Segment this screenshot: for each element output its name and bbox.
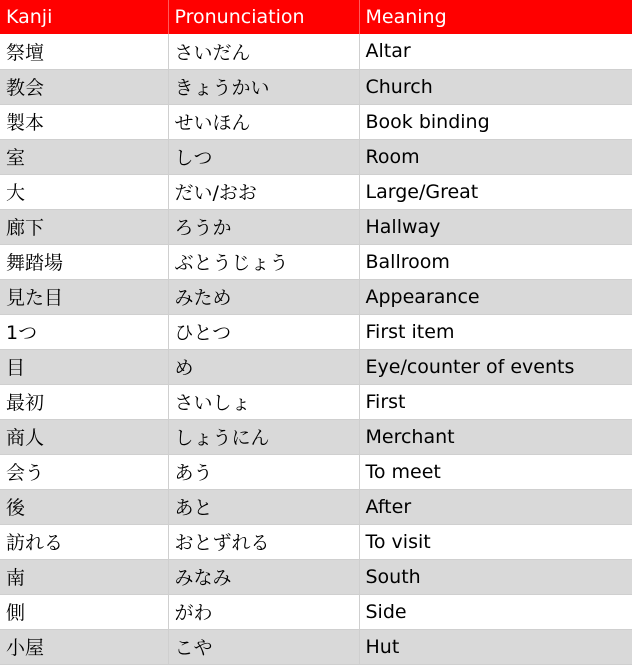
pronunciation-cell: しょうにん: [168, 419, 359, 454]
table-row: [0, 594, 632, 629]
pronunciation-cell: こや: [168, 629, 359, 664]
table-row: [0, 104, 632, 139]
meaning-cell: Room: [359, 139, 632, 174]
table-row: [0, 489, 632, 524]
pronunciation-cell: きょうかい: [168, 69, 359, 104]
table-row: [0, 384, 632, 419]
kanji-cell: 小屋: [0, 629, 168, 664]
meaning-cell: Hallway: [359, 209, 632, 244]
pronunciation-cell: みため: [168, 279, 359, 314]
meaning-cell: Appearance: [359, 279, 632, 314]
meaning-cell: First item: [359, 314, 632, 349]
pronunciation-cell: ぶとうじょう: [168, 244, 359, 279]
kanji-cell: 製本: [0, 104, 168, 139]
meaning-cell: To meet: [359, 454, 632, 489]
kanji-cell: 廊下: [0, 209, 168, 244]
pronunciation-cell: ひとつ: [168, 314, 359, 349]
meaning-cell: South: [359, 559, 632, 594]
pronunciation-cell: がわ: [168, 594, 359, 629]
meaning-cell: Merchant: [359, 419, 632, 454]
pronunciation-cell: ろうか: [168, 209, 359, 244]
header-row: [0, 0, 632, 34]
pronunciation-cell: しつ: [168, 139, 359, 174]
meaning-cell: Altar: [359, 34, 632, 69]
meaning-cell: Ballroom: [359, 244, 632, 279]
meaning-cell: Hut: [359, 629, 632, 664]
table-row: [0, 559, 632, 594]
table-body: [0, 34, 632, 664]
pronunciation-cell: さいだん: [168, 34, 359, 69]
kanji-cell: 舞踏場: [0, 244, 168, 279]
table-row: [0, 174, 632, 209]
meaning-cell: Side: [359, 594, 632, 629]
table-row: [0, 454, 632, 489]
table-row: [0, 139, 632, 174]
kanji-cell: 教会: [0, 69, 168, 104]
pronunciation-cell: あと: [168, 489, 359, 524]
meaning-cell: Book binding: [359, 104, 632, 139]
kanji-cell: 室: [0, 139, 168, 174]
table-row: [0, 524, 632, 559]
pronunciation-cell: め: [168, 349, 359, 384]
kanji-cell: 会う: [0, 454, 168, 489]
table-row: [0, 349, 632, 384]
kanji-cell: 後: [0, 489, 168, 524]
pronunciation-cell: みなみ: [168, 559, 359, 594]
kanji-cell: 目: [0, 349, 168, 384]
kanji-cell: 1つ: [0, 314, 168, 349]
kanji-cell: 南: [0, 559, 168, 594]
meaning-cell: Eye/counter of events: [359, 349, 632, 384]
table-row: [0, 69, 632, 104]
meaning-cell: After: [359, 489, 632, 524]
table-row: [0, 209, 632, 244]
kanji-cell: 訪れる: [0, 524, 168, 559]
header-pronunciation: Pronunciation: [168, 0, 359, 34]
kanji-cell: 最初: [0, 384, 168, 419]
table-row: [0, 244, 632, 279]
table-row: [0, 419, 632, 454]
header-meaning: Meaning: [359, 0, 632, 34]
kanji-cell: 見た目: [0, 279, 168, 314]
kanji-cell: 大: [0, 174, 168, 209]
table-row: [0, 279, 632, 314]
meaning-cell: First: [359, 384, 632, 419]
meaning-cell: To visit: [359, 524, 632, 559]
kanji-cell: 祭壇: [0, 34, 168, 69]
pronunciation-cell: せいほん: [168, 104, 359, 139]
table-row: [0, 314, 632, 349]
kanji-cell: 商人: [0, 419, 168, 454]
table-row: [0, 629, 632, 664]
meaning-cell: Church: [359, 69, 632, 104]
table-row: [0, 34, 632, 69]
meaning-cell: Large/Great: [359, 174, 632, 209]
pronunciation-cell: さいしょ: [168, 384, 359, 419]
pronunciation-cell: おとずれる: [168, 524, 359, 559]
pronunciation-cell: あう: [168, 454, 359, 489]
header-kanji: Kanji: [0, 0, 168, 34]
pronunciation-cell: だい/おお: [168, 174, 359, 209]
kanji-cell: 側: [0, 594, 168, 629]
